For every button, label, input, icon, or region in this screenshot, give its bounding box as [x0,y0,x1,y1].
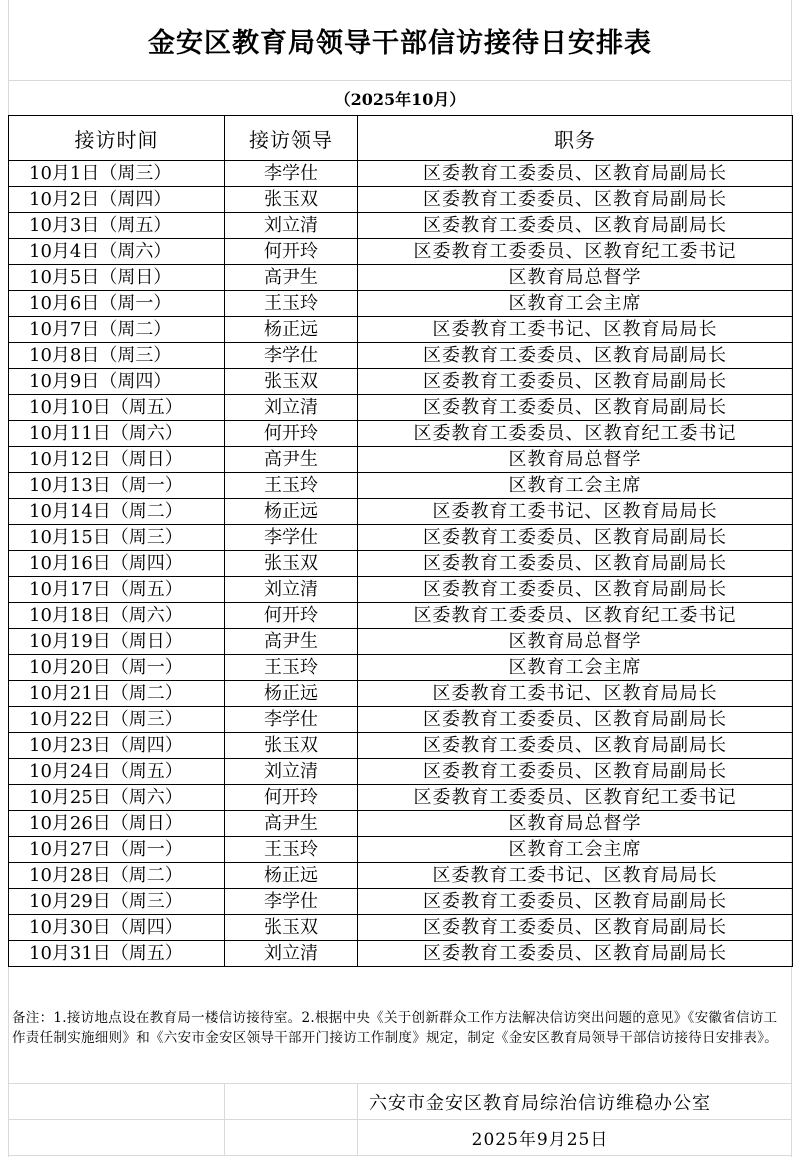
cell-leader: 李学仕 [225,707,358,733]
cell-leader: 高尹生 [225,265,358,291]
cell-date: 10月25日（周六） [9,785,225,811]
table-row [9,785,793,811]
cell-position: 区委教育工委委员、区教育局副局长 [358,915,793,941]
table-row [9,603,793,629]
cell-leader: 杨正远 [225,681,358,707]
cell-leader: 何开玲 [225,785,358,811]
cell-position: 区教育工会主席 [358,291,793,317]
cell-date: 10月2日（周四） [9,187,225,213]
cell-date: 10月13日（周一） [9,473,225,499]
table-row [9,941,793,967]
table-row [9,395,793,421]
cell-date: 10月18日（周六） [9,603,225,629]
cell-leader: 王玉玲 [225,291,358,317]
cell-position: 区委教育工委委员、区教育局副局长 [358,707,793,733]
cell-leader: 张玉双 [225,915,358,941]
table-row [9,343,793,369]
cell-date: 10月24日（周五） [9,759,225,785]
cell-date: 10月15日（周三） [9,525,225,551]
cell-leader: 李学仕 [225,343,358,369]
cell-date: 10月23日（周四） [9,733,225,759]
cell-date: 10月8日（周三） [9,343,225,369]
table-row [9,551,793,577]
grid-line [8,80,792,81]
cell-date: 10月30日（周四） [9,915,225,941]
cell-position: 区教育局总督学 [358,265,793,291]
table-row [9,421,793,447]
cell-leader: 杨正远 [225,863,358,889]
cell-position: 区教育工会主席 [358,837,793,863]
table-row [9,577,793,603]
cell-date: 10月7日（周二） [9,317,225,343]
table-row [9,265,793,291]
cell-leader: 张玉双 [225,369,358,395]
cell-position: 区委教育工委委员、区教育局副局长 [358,941,793,967]
cell-date: 10月31日（周五） [9,941,225,967]
cell-date: 10月1日（周三） [9,161,225,187]
cell-position: 区委教育工委委员、区教育局副局长 [358,889,793,915]
cell-position: 区委教育工委委员、区教育局副局长 [358,759,793,785]
cell-date: 10月19日（周日） [9,629,225,655]
cell-position: 区教育局总督学 [358,629,793,655]
header-leader: 接访领导 [225,116,358,161]
cell-leader: 何开玲 [225,603,358,629]
cell-position: 区委教育工委委员、区教育局副局长 [358,187,793,213]
cell-leader: 王玉玲 [225,655,358,681]
cell-leader: 高尹生 [225,447,358,473]
table-row [9,525,793,551]
table-row [9,213,793,239]
table-row [9,317,793,343]
cell-leader: 张玉双 [225,187,358,213]
table-row [9,473,793,499]
cell-leader: 刘立清 [225,577,358,603]
cell-date: 10月4日（周六） [9,239,225,265]
cell-position: 区教育工会主席 [358,655,793,681]
cell-position: 区委教育工委委员、区教育局副局长 [358,343,793,369]
cell-position: 区委教育工委委员、区教育纪工委书记 [358,421,793,447]
table-row [9,837,793,863]
cell-position: 区委教育工委书记、区教育局局长 [358,499,793,525]
header-position: 职务 [358,116,793,161]
cell-position: 区教育局总督学 [358,447,793,473]
table-row [9,629,793,655]
cell-date: 10月21日（周二） [9,681,225,707]
cell-position: 区委教育工委委员、区教育局副局长 [358,525,793,551]
cell-position: 区委教育工委委员、区教育局副局长 [358,395,793,421]
table-row [9,161,793,187]
issue-date: 2025年9月25日 [471,1129,609,1150]
cell-position: 区教育工会主席 [358,473,793,499]
cell-date: 10月6日（周一） [9,291,225,317]
table-row [9,187,793,213]
cell-leader: 杨正远 [225,317,358,343]
cell-leader: 李学仕 [225,525,358,551]
cell-leader: 刘立清 [225,941,358,967]
cell-position: 区委教育工委委员、区教育局副局长 [358,369,793,395]
cell-position: 区委教育工委委员、区教育局副局长 [358,733,793,759]
cell-leader: 刘立清 [225,213,358,239]
cell-position: 区委教育工委书记、区教育局局长 [358,317,793,343]
page-title: 金安区教育局领导干部信访接待日安排表 [148,27,652,59]
cell-date: 10月27日（周一） [9,837,225,863]
remarks-note: 备注：1.接访地点设在教育局一楼信访接待室。2.根据中央《关于创新群众工作方法解决信访突出问题的意见》《安徽省信访工作责任制实施细则》和《六安市金安区领导干部开门接访工作制度》规定，制定《金安区教育局领导干部信访接待日安排表》。 [12,1010,779,1046]
cell-position: 区委教育工委委员、区教育局副局长 [358,213,793,239]
cell-date: 10月26日（周日） [9,811,225,837]
cell-date: 10月5日（周日） [9,265,225,291]
cell-leader: 高尹生 [225,629,358,655]
cell-date: 10月29日（周三） [9,889,225,915]
cell-leader: 高尹生 [225,811,358,837]
cell-leader: 刘立清 [225,759,358,785]
cell-leader: 张玉双 [225,733,358,759]
table-row [9,681,793,707]
table-row [9,369,793,395]
table-row [9,811,793,837]
cell-leader: 何开玲 [225,421,358,447]
cell-date: 10月10日（周五） [9,395,225,421]
cell-position: 区委教育工委委员、区教育纪工委书记 [358,603,793,629]
issuing-office: 六安市金安区教育局综治信访维稳办公室 [369,1093,711,1114]
cell-position: 区委教育工委委员、区教育局副局长 [358,577,793,603]
cell-leader: 王玉玲 [225,837,358,863]
cell-date: 10月3日（周五） [9,213,225,239]
cell-date: 10月22日（周三） [9,707,225,733]
cell-position: 区委教育工委委员、区教育纪工委书记 [358,785,793,811]
table-row [9,733,793,759]
table-row [9,447,793,473]
cell-position: 区委教育工委委员、区教育局副局长 [358,551,793,577]
table-row [9,499,793,525]
cell-date: 10月12日（周日） [9,447,225,473]
cell-date: 10月14日（周二） [9,499,225,525]
table-row [9,759,793,785]
cell-leader: 李学仕 [225,161,358,187]
cell-leader: 李学仕 [225,889,358,915]
cell-position: 区教育局总督学 [358,811,793,837]
cell-date: 10月11日（周六） [9,421,225,447]
cell-date: 10月20日（周一） [9,655,225,681]
cell-date: 10月16日（周四） [9,551,225,577]
table-row [9,915,793,941]
table-row [9,239,793,265]
table-row [9,291,793,317]
table-row [9,889,793,915]
table-row [9,655,793,681]
header-date: 接访时间 [9,116,225,161]
table-row [9,863,793,889]
cell-position: 区委教育工委书记、区教育局局长 [358,863,793,889]
grid-line [8,1155,792,1156]
cell-position: 区委教育工委书记、区教育局局长 [358,681,793,707]
cell-position: 区委教育工委委员、区教育纪工委书记 [358,239,793,265]
cell-date: 10月9日（周四） [9,369,225,395]
cell-leader: 杨正远 [225,499,358,525]
cell-position: 区委教育工委委员、区教育局副局长 [358,161,793,187]
page-subtitle: （2025年10月） [334,89,466,109]
cell-leader: 王玉玲 [225,473,358,499]
cell-leader: 刘立清 [225,395,358,421]
cell-date: 10月17日（周五） [9,577,225,603]
grid-line [224,1083,225,1155]
table-header-row [9,116,793,161]
schedule-table [8,115,793,967]
cell-date: 10月28日（周二） [9,863,225,889]
cell-leader: 张玉双 [225,551,358,577]
table-row [9,707,793,733]
cell-leader: 何开玲 [225,239,358,265]
